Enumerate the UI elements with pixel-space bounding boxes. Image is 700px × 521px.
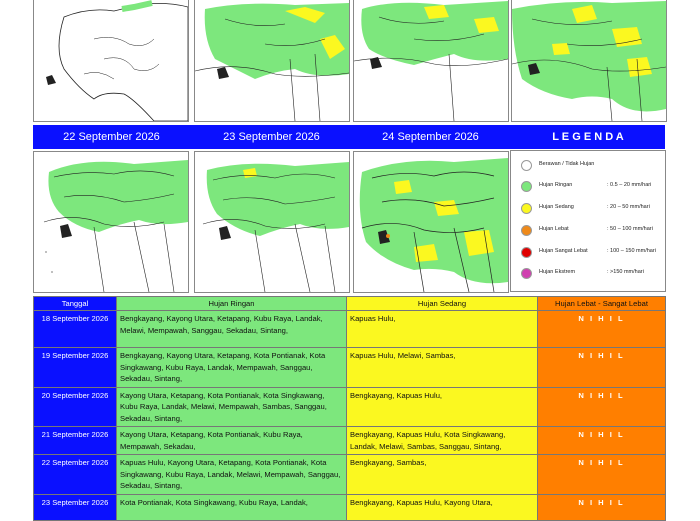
- forecast-map: [33, 0, 189, 122]
- table-row: [34, 427, 666, 455]
- legend-swatch: [521, 225, 532, 236]
- row-ringan: Kayong Utara, Ketapang, Kota Pontianak, Kota Singkawang, Kubu Raya, Landak, Melawi, Mempawah, Sambas, Sanggau, Sekadau, Sintang,: [117, 387, 347, 427]
- row-ringan: Kayong Utara, Ketapang, Kota Pontianak, Kubu Raya, Mempawah, Sekadau,: [117, 427, 347, 455]
- table-row: [34, 455, 666, 495]
- row-lebat: N I H I L: [538, 387, 666, 427]
- row-ringan: Kapuas Hulu, Kayong Utara, Ketapang, Kota Pontianak, Kota Singkawang, Kubu Raya, Landak, Melawi, Mempawah, Sanggau, Sekadau, Sintang,: [117, 455, 347, 495]
- legend-range: : 20 – 50 mm/hari: [607, 204, 650, 210]
- table-row: [34, 494, 666, 520]
- forecast-map: [353, 151, 509, 293]
- row-date: 19 September 2026: [34, 348, 117, 388]
- header-hujan-lebat: Hujan Lebat - Sangat Lebat: [538, 297, 666, 311]
- row-ringan: Bengkayang, Kayong Utara, Ketapang, Kota Pontianak, Kota Singkawang, Kubu Raya, Landak, Mempawah, Sanggau, Sekadau, Sintang,: [117, 348, 347, 388]
- table-header-row: [34, 297, 666, 311]
- legend-swatch: [521, 181, 532, 192]
- row-lebat: N I H I L: [538, 427, 666, 455]
- row-date: 22 September 2026: [34, 455, 117, 495]
- date-label: 22 September 2026: [63, 131, 160, 143]
- forecast-map: [194, 0, 350, 122]
- row-date: 18 September 2026: [34, 311, 117, 348]
- row-lebat: N I H I L: [538, 311, 666, 348]
- row-lebat: N I H I L: [538, 455, 666, 495]
- legend-range: : 50 – 100 mm/hari: [607, 226, 653, 232]
- table-row: [34, 387, 666, 427]
- row-sedang: Bengkayang, Kapuas Hulu, Kota Singkawang, Landak, Melawi, Sambas, Sanggau, Sintang,: [347, 427, 538, 455]
- row-sedang: Kapuas Hulu, Melawi, Sambas,: [347, 348, 538, 388]
- row-ringan: Bengkayang, Kayong Utara, Ketapang, Kubu Raya, Landak, Melawi, Mempawah, Sanggau, Sekadau, Sintang,: [117, 311, 347, 348]
- legend-label: Hujan Sangat Lebat: [539, 248, 588, 254]
- legend-label: Berawan / Tidak Hujan: [539, 161, 595, 167]
- forecast-map: [33, 151, 189, 293]
- legend-swatch: [521, 203, 532, 214]
- header-hujan-ringan: Hujan Ringan: [117, 297, 347, 311]
- legend-label: Hujan Ekstrem: [539, 269, 576, 275]
- legend-panel: [510, 150, 666, 292]
- legend-range: : 0.5 – 20 mm/hari: [607, 182, 652, 188]
- row-date: 20 September 2026: [34, 387, 117, 427]
- legend-label: Hujan Sedang: [539, 204, 574, 210]
- forecast-map: [353, 0, 509, 122]
- row-lebat: N I H I L: [538, 348, 666, 388]
- table-row: [34, 348, 666, 388]
- row-lebat: N I H I L: [538, 494, 666, 520]
- forecast-map: [511, 0, 667, 122]
- row-sedang: Kapuas Hulu,: [347, 311, 538, 348]
- header-hujan-sedang: Hujan Sedang: [347, 297, 538, 311]
- date-label: 23 September 2026: [223, 131, 320, 143]
- row-date: 23 September 2026: [34, 494, 117, 520]
- legend-swatch: [521, 247, 532, 258]
- legend-title: L E G E N D A: [552, 131, 624, 143]
- row-sedang: Bengkayang, Kapuas Hulu,: [347, 387, 538, 427]
- row-date: 21 September 2026: [34, 427, 117, 455]
- row-sedang: Bengkayang, Sambas,: [347, 455, 538, 495]
- legend-swatch: [521, 268, 532, 279]
- legend-swatch: [521, 160, 532, 171]
- legend-label: Hujan Lebat: [539, 226, 569, 232]
- forecast-table: [33, 296, 666, 521]
- forecast-map: [194, 151, 350, 293]
- date-label: 24 September 2026: [382, 131, 479, 143]
- row-ringan: Kota Pontianak, Kota Singkawang, Kubu Raya, Landak,: [117, 494, 347, 520]
- legend-label: Hujan Ringan: [539, 182, 573, 188]
- row-sedang: Bengkayang, Kapuas Hulu, Kayong Utara,: [347, 494, 538, 520]
- header-tanggal: Tanggal: [34, 297, 117, 311]
- legend-range: : >150 mm/hari: [607, 269, 644, 275]
- legend-range: : 100 – 150 mm/hari: [607, 248, 656, 254]
- table-row: [34, 311, 666, 348]
